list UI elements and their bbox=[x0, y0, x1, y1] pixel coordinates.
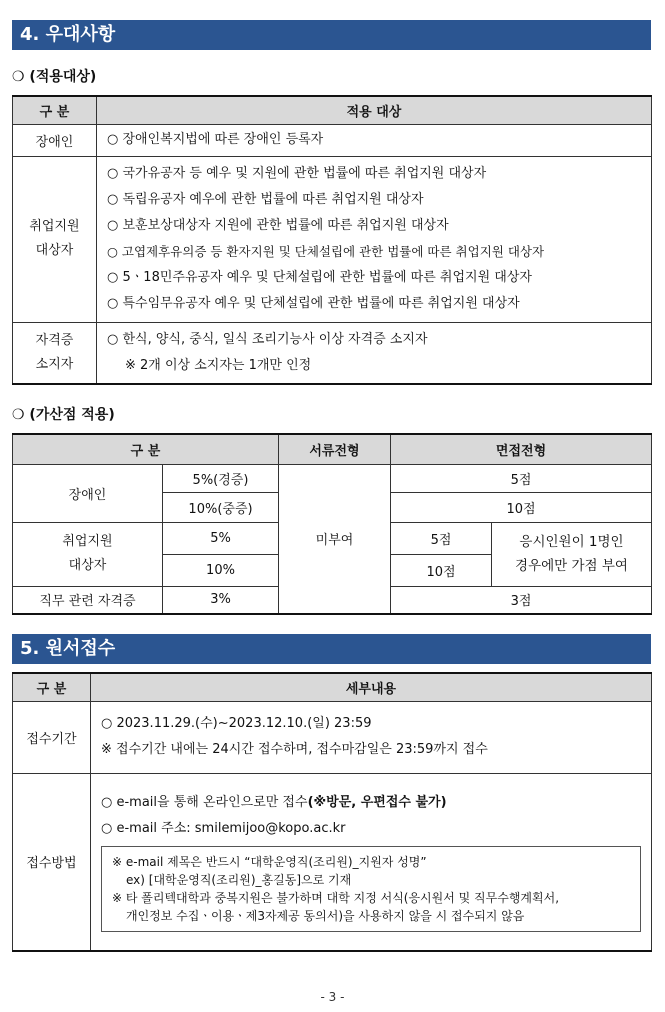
table-header-interview: 면접전형 bbox=[391, 434, 652, 464]
list-item: ○ 고엽제후유의증 등 환자지원 및 단체설립에 관한 법률에 따른 취업지원 대상자 bbox=[107, 244, 545, 259]
table-row bbox=[13, 156, 652, 322]
cell-note: 경우에만 가점 부여 bbox=[515, 558, 628, 574]
list-item: ○ 독립유공자 예우에 관한 법률에 따른 취업지원 대상자 bbox=[107, 192, 424, 207]
table-row bbox=[13, 773, 652, 951]
list-item: ○ 보훈보상대상자 지원에 관한 법률에 따른 취업지원 대상자 bbox=[107, 218, 449, 233]
row-label: 소지자 bbox=[35, 356, 74, 372]
table-header-category: 구 분 bbox=[13, 96, 97, 124]
row-label: 장애인 bbox=[13, 124, 97, 156]
list-item: ○ 특수임무유공자 예우 및 단체설립에 관한 법률에 따른 취업지원 대상자 bbox=[107, 296, 520, 311]
table-row bbox=[13, 464, 652, 492]
list-item: ○ 2023.11.29.(수)~2023.12.10.(일) 23:59 bbox=[101, 716, 372, 731]
apply-target-heading: ❍ (적용대상) bbox=[12, 69, 97, 85]
notice-line: ※ e-mail 제목은 반드시 “대학운영직(조리원)_지원자 성명” bbox=[112, 854, 427, 869]
row-label: 접수방법 bbox=[13, 773, 91, 951]
list-item: ○ 국가유공자 등 예우 및 지원에 관한 법률에 따른 취업지원 대상자 bbox=[107, 166, 487, 181]
cell: 3% bbox=[163, 586, 279, 614]
section-5-title: 5. 원서접수 bbox=[12, 634, 651, 664]
list-item bbox=[91, 790, 651, 816]
list-item: ○ 5ㆍ18민주유공자 예우 및 단체설립에 관한 법률에 따른 취업지원 대상자 bbox=[107, 270, 532, 285]
cell: 10% bbox=[163, 554, 279, 586]
table-header-category: 구 분 bbox=[13, 434, 279, 464]
apply-target-table bbox=[12, 95, 652, 385]
table-header-details: 세부내용 bbox=[91, 673, 652, 701]
row-label: 대상자 bbox=[35, 243, 74, 258]
row-label: 대상자 bbox=[68, 558, 107, 573]
email-address: ○ e-mail 주소: smilemijoo@kopo.ac.kr bbox=[101, 820, 346, 836]
list-item: ○ 장애인복지법에 따른 장애인 등록자 bbox=[107, 132, 324, 147]
cell: 10점 bbox=[391, 492, 652, 522]
table-header-category: 구 분 bbox=[13, 673, 91, 701]
cell-note: 응시인원이 1명인 bbox=[519, 534, 624, 550]
row-label: 장애인 bbox=[13, 464, 163, 522]
row-label: 직무 관련 자격증 bbox=[13, 586, 163, 614]
cell: 3점 bbox=[391, 586, 652, 614]
bonus-heading: ❍ (가산점 적용) bbox=[12, 407, 115, 423]
row-label: 취업지원 bbox=[62, 534, 113, 549]
cell: 10점 bbox=[391, 554, 492, 586]
notice-line: ※ 타 폴리텍대학과 중복지원은 불가하며 대학 지정 서식(응시원서 및 직무수행계획서, bbox=[112, 890, 560, 905]
table-header-document: 서류전형 bbox=[279, 434, 391, 464]
page-number: - 3 - bbox=[320, 990, 345, 1004]
document-cell: 미부여 bbox=[279, 464, 391, 614]
notice-line: 개인정보 수집ㆍ이용ㆍ제3자제공 동의서)을 사용하지 않을 시 접수되지 않음 bbox=[126, 908, 525, 923]
section-4-title: 4. 우대사항 bbox=[12, 20, 651, 50]
table-row bbox=[13, 124, 652, 156]
bonus-table bbox=[12, 433, 652, 615]
row-label: 접수기간 bbox=[13, 701, 91, 773]
row-label: 자격증 bbox=[35, 332, 74, 348]
table-header-target: 적용 대상 bbox=[97, 96, 652, 124]
cell: 5점 bbox=[391, 522, 492, 554]
list-item-text: ○ e-mail을 통해 온라인으로만 접수 bbox=[101, 794, 308, 810]
notice-line: ex) [대학운영직(조리원)_홍길동]으로 기재 bbox=[126, 872, 352, 887]
table-row bbox=[13, 701, 652, 773]
list-item: ○ 한식, 양식, 중식, 일식 조리기능사 이상 자격증 소지자 bbox=[107, 331, 428, 347]
notice-box bbox=[101, 846, 641, 932]
list-item-emphasis: (※방문, 우편접수 불가) bbox=[307, 794, 447, 810]
application-table bbox=[12, 672, 652, 952]
cell: 5% bbox=[163, 522, 279, 554]
table-row bbox=[13, 322, 652, 384]
cell: 5점 bbox=[391, 464, 652, 492]
row-label: 취업지원 bbox=[29, 219, 80, 234]
cell: 10%(중증) bbox=[163, 492, 279, 522]
cell: 5%(경증) bbox=[163, 464, 279, 492]
note: ※ 2개 이상 소지자는 1개만 인정 bbox=[125, 357, 312, 373]
note: ※ 접수기간 내에는 24시간 접수하며, 접수마감일은 23:59까지 접수 bbox=[101, 742, 488, 757]
